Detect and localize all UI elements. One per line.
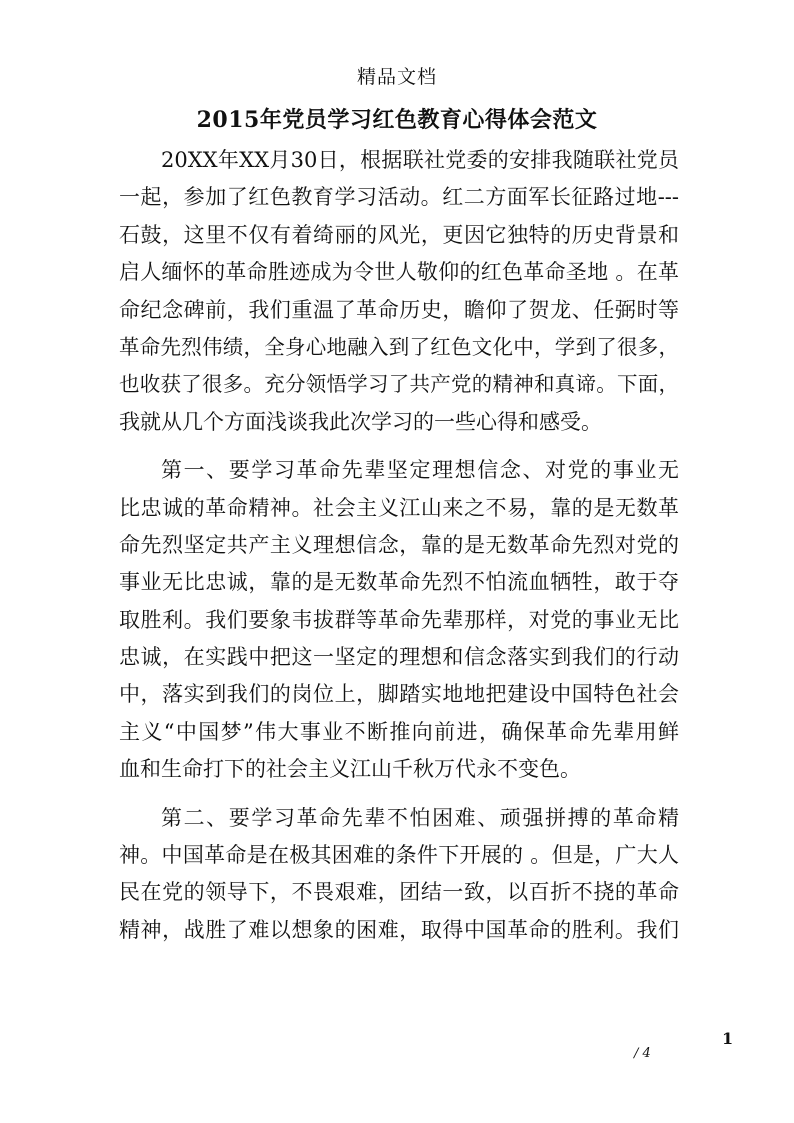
text-line: 民在党的领导下，不畏艰难，团结一致，以百折不挠的革命 (119, 880, 679, 905)
text-line: 神。中国革命是在极其困难的条件下开展的 。但是，广大人 (119, 843, 679, 868)
text-line: 取胜利。我们要象韦拔群等革命先辈那样，对党的事业无比 (119, 607, 679, 632)
document-header: 精品文档 (356, 66, 437, 88)
text-line: 我就从几个方面浅谈我此次学习的一些心得和感受。 (119, 409, 602, 434)
text-line: 革命先烈伟绩，全身心地融入到了红色文化中，学到了很多， (119, 334, 679, 359)
text-line: 也收获了很多。充分领悟学习了共产党的精神和真谛。下面， (119, 372, 679, 397)
page-number: 1 (722, 1029, 734, 1048)
text-line: 第二、要学习革命先辈不怕困难、顽强拼搏的革命精 (161, 805, 679, 830)
text-line: 一起，参加了红色教育学习活动。红二方面军长征路过地--- (119, 185, 679, 210)
paragraph-1 (119, 142, 679, 441)
text-line: 比忠诚的革命精神。社会主义江山来之不易，靠的是无数革 (119, 495, 679, 520)
text-line: 命纪念碑前，我们重温了革命历史，瞻仰了贺龙、任弼时等 (119, 297, 679, 322)
text-line: 石鼓，这里不仅有着绮丽的风光，更因它独特的历史背景和 (119, 222, 679, 247)
document-title: 2015年党员学习红色教育心得体会范文 (196, 107, 598, 133)
text-line: 事业无比忠诚，靠的是无数革命先烈不怕流血牺牲，敢于夺 (119, 570, 679, 595)
text-line: 第一、要学习革命先辈坚定理想信念、对党的事业无 (161, 458, 679, 483)
text-line: 20XX年XX月30日，根据联社党委的安排我随联社党员 (161, 148, 679, 172)
text-line: 启人缅怀的革命胜迹成为令世人敬仰的红色革命圣地 。在革 (119, 260, 679, 285)
paragraph-3 (119, 800, 679, 950)
document-body (119, 142, 679, 949)
paragraph-2 (119, 452, 679, 789)
text-line: 中，落实到我们的岗位上，脚踏实地地把建设中国特色社会 (119, 682, 679, 707)
page-total: / 4 (634, 1046, 651, 1061)
text-line: 忠诚，在实践中把这一坚定的理想和信念落实到我们的行动 (119, 645, 679, 670)
text-line: 主义“中国梦”伟大事业不断推向前进，确保革命先辈用鲜 (119, 719, 679, 744)
text-line: 血和生命打下的社会主义江山千秋万代永不变色。 (119, 757, 581, 782)
text-line: 命先烈坚定共产主义理想信念，靠的是无数革命先烈对党的 (119, 532, 679, 557)
text-line: 精神，战胜了难以想象的困难，取得中国革命的胜利。我们 (119, 917, 679, 942)
